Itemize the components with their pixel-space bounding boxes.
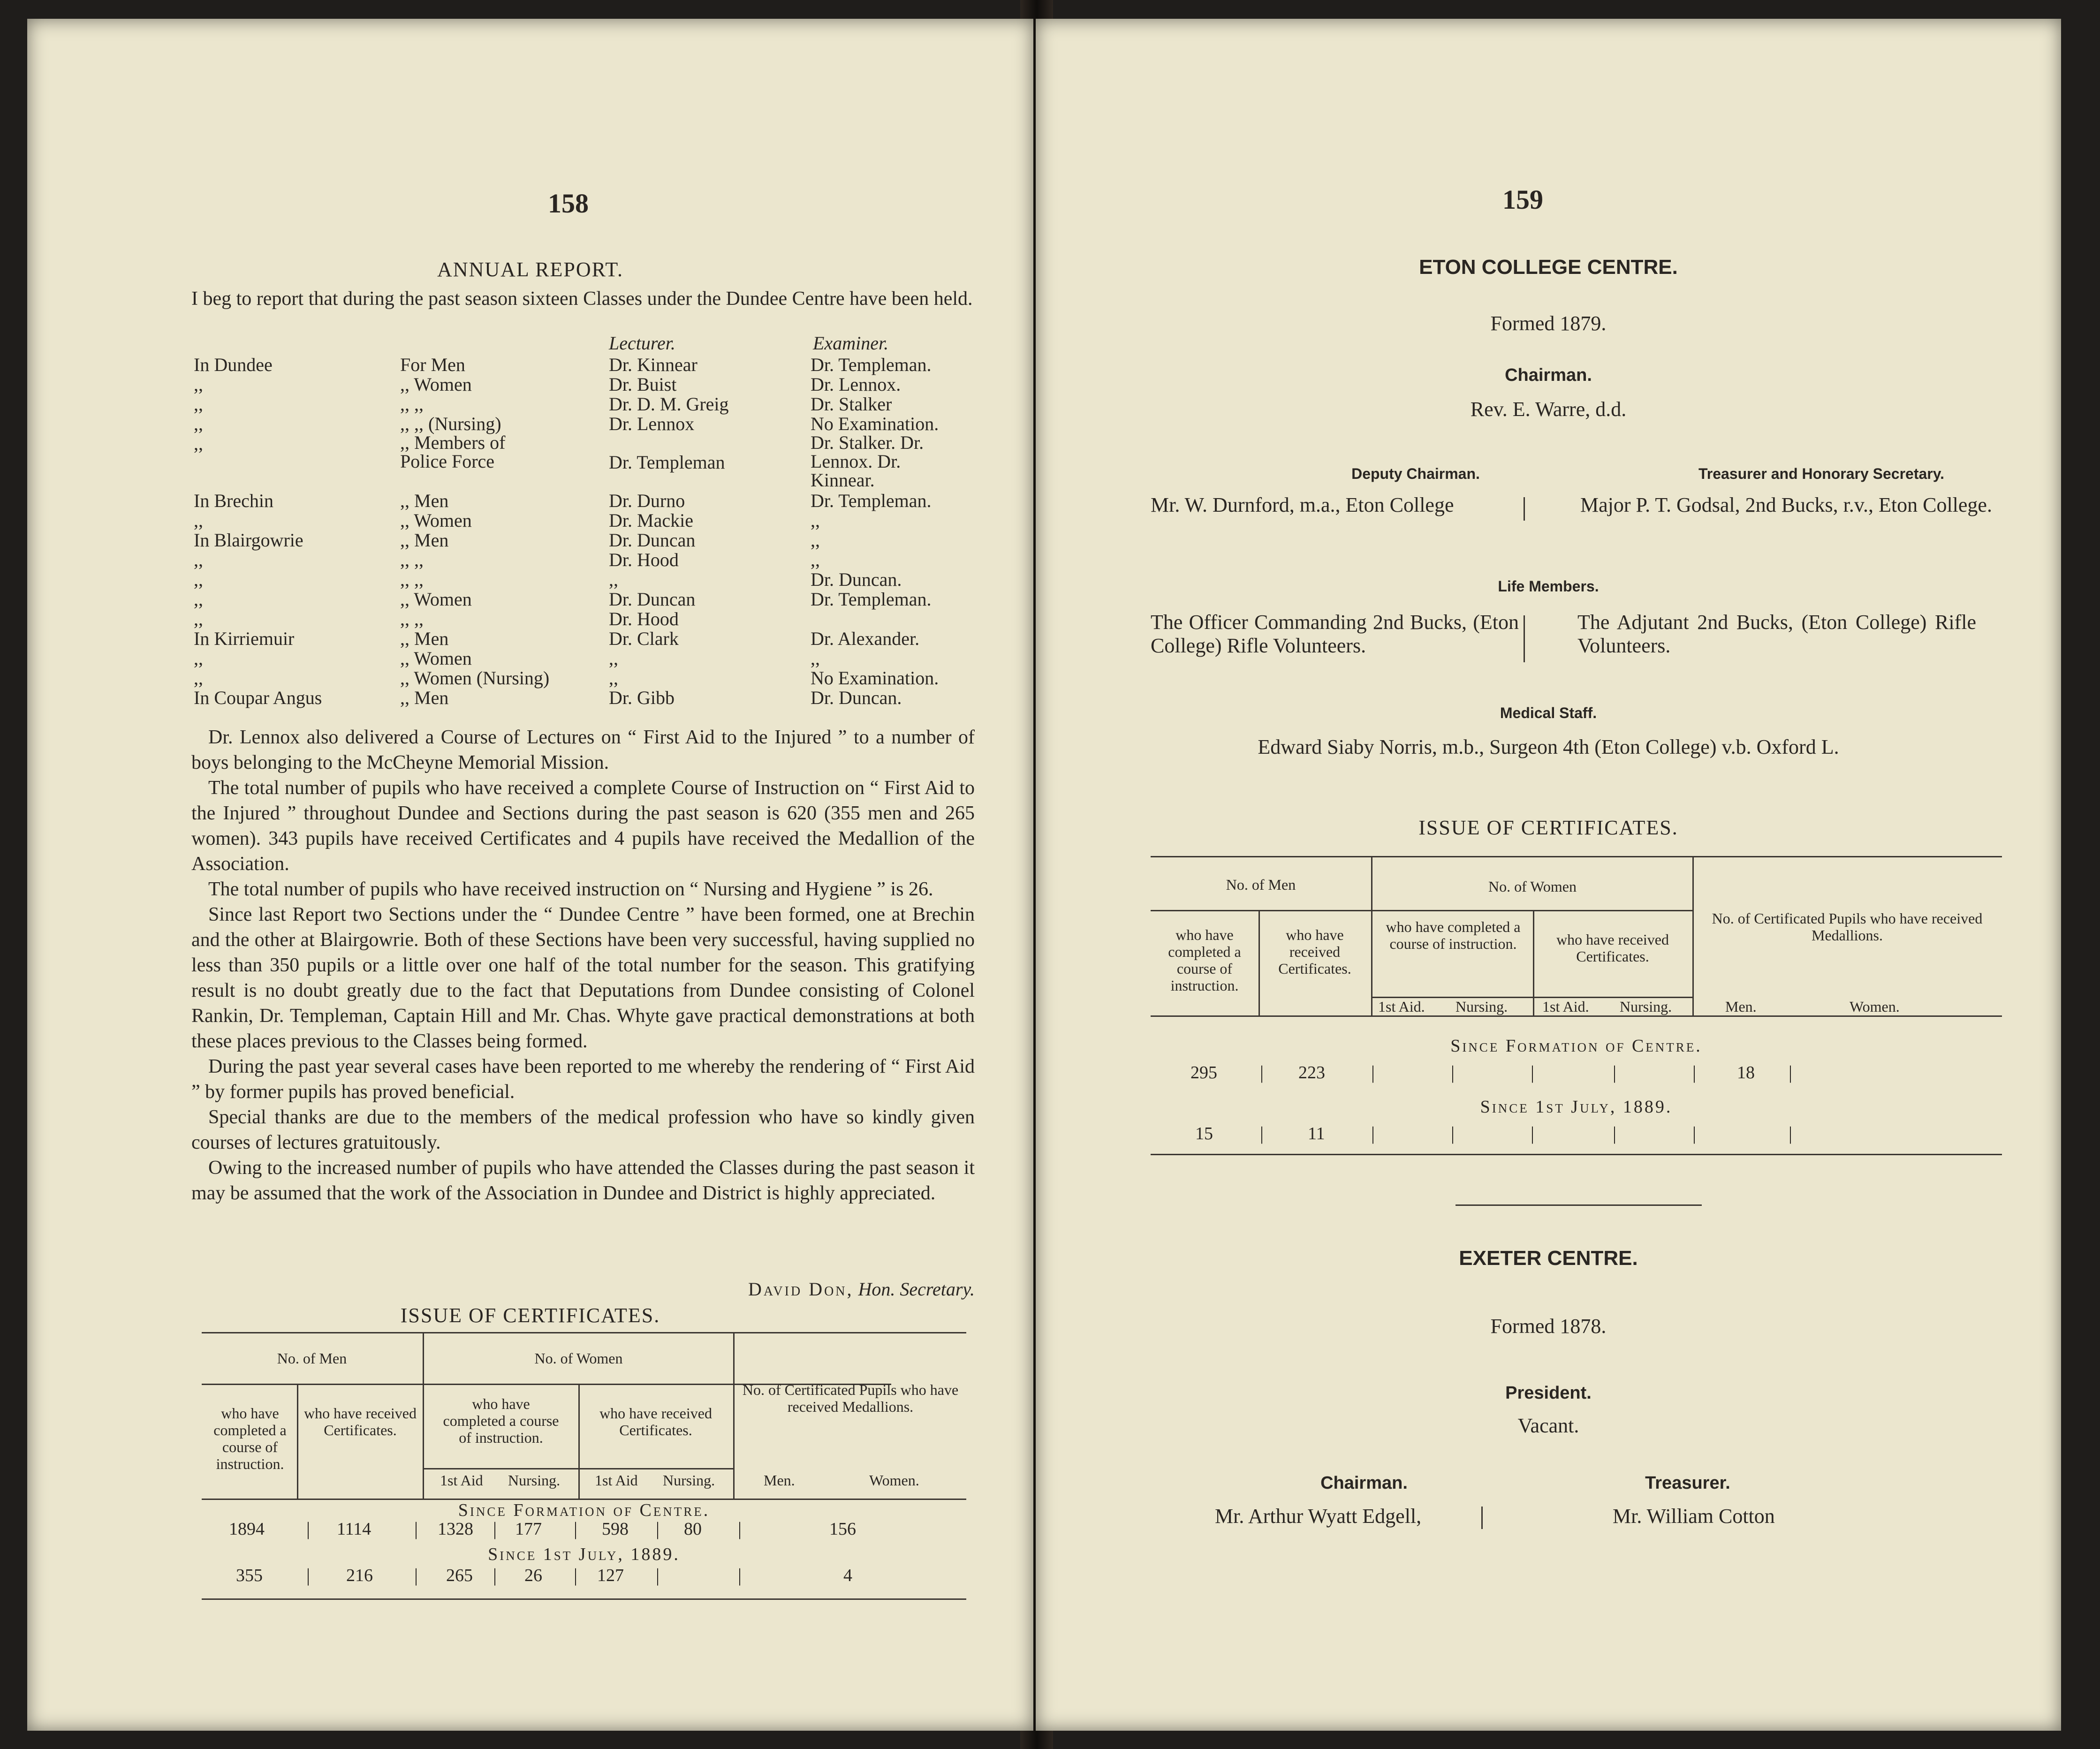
class-examiner: Dr. Stalker — [811, 394, 892, 415]
class-for: ,, Women — [400, 648, 472, 669]
class-for: ,, ,, — [400, 569, 424, 590]
exeter-chairman: Mr. Arthur Wyatt Edgell, — [1215, 1505, 1422, 1528]
class-examiner: Dr. Templeman. — [811, 490, 932, 511]
cell: 216 — [346, 1566, 373, 1585]
eton-treasurer: Major P. T. Godsal, 2nd Bucks, r.v., Eton College. — [1580, 493, 1992, 516]
header-medallions: No. of Certificated Pupils who have received Medallions. — [1712, 910, 1983, 944]
eton-chairman: Rev. E. Warre, d.d. — [1470, 398, 1627, 421]
cell: 1894 — [229, 1519, 265, 1539]
class-place: ,, — [194, 648, 203, 669]
class-lecturer: Dr. Duncan — [609, 530, 696, 551]
sub-first-aid: 1st Aid. — [1378, 998, 1425, 1015]
class-for: ,, ,, — [400, 549, 424, 570]
class-lecturer: Dr. Templeman — [609, 452, 725, 473]
class-examiner: ,, — [811, 530, 820, 551]
exeter-formed: Formed 1878. — [1490, 1315, 1607, 1338]
paragraph: During the past year several cases have been reported to me whereby the rendering of “ First Aid ” by former pupils has proved beneficial. — [191, 1056, 975, 1103]
section-since-formation: Since Formation of Centre. — [1450, 1036, 1702, 1056]
class-for: ,, Men — [400, 490, 449, 511]
cell: 355 — [236, 1566, 263, 1585]
signature — [748, 1278, 975, 1300]
sub-nursing: Nursing. — [508, 1472, 561, 1489]
examiner-heading: Examiner. — [813, 333, 889, 354]
cell: 265 — [446, 1566, 473, 1585]
exeter-treasurer-label: Treasurer. — [1645, 1473, 1730, 1493]
class-place: In Brechin — [194, 490, 273, 511]
page-number: 158 — [548, 188, 589, 219]
cell: 295 — [1190, 1063, 1217, 1083]
class-for: ,, ,, — [400, 394, 424, 415]
class-examiner: Dr. Alexander. — [811, 628, 920, 649]
class-lecturer: Dr. Gibb — [609, 687, 675, 708]
cell: 598 — [602, 1519, 629, 1539]
class-for: ,, Men — [400, 628, 449, 649]
sub-first-aid: 1st Aid — [440, 1472, 483, 1489]
cell: 177 — [515, 1519, 542, 1539]
class-for: ,, ,, — [400, 608, 424, 629]
class-lecturer: Dr. Hood — [609, 608, 679, 629]
right-page: 159 ETON COLLEGE CENTRE. Formed 1879. Chairman. Rev. E. Warre, d.d. Deputy Chairman. Treasurer and Honorary Secretary. Mr. W. Durnford, m.a., Eton College Major P. T. Godsal, 2nd Bucks, r.v., Eton College. Life Members. The Officer Commanding 2nd Bucks, (Eton College) Rifle Volunteers. The Adjutant 2nd Bucks, (Eton College) Rifle Volunteers. Medical Staff. Edward Siaby Norris, m.b., Surgeon 4th (Eton College) v.b. Oxford L. ISSUE OF CERTIFICATES. No. of Men No. of Women No. of Certificated Pupils who have received Medallions. who have completed a course of instruction. who have received Certificates. who have completed a course of instruction. who have received Certificates. 1st Aid. Nursing. 1st Aid. Nursing. Men. Women. Since Formation of Centre. 295 | 223 | | | | | 18 | Since 1st July, 1889. 15 | 11 | | | | | | EXETER CENTRE. Formed 1878. President. Vacant. Chairman. Treasurer. Mr. Arthur Wyatt Edgell, Mr. William Cotton — [1036, 19, 2061, 1731]
class-place: ,, — [194, 667, 203, 689]
class-lecturer: Dr. Kinnear — [609, 354, 697, 375]
header-medallions: No. of Certificated Pupils who have received Medallions. — [742, 1381, 959, 1415]
report-body — [191, 725, 975, 1206]
report-title: ANNUAL REPORT. — [437, 258, 623, 281]
class-examiner: Dr. Stalker. Dr. Lennox. Dr. Kinnear. — [811, 432, 924, 491]
eton-life-label: Life Members. — [1498, 578, 1599, 595]
class-examiner: ,, — [811, 510, 820, 531]
header-completed-men: who have completed a course of instruction. — [213, 1405, 287, 1472]
cell: 1114 — [337, 1519, 371, 1539]
class-place: ,, — [194, 589, 203, 610]
paragraph: The total number of pupils who have received instruction on “ Nursing and Hygiene ” is 26. — [208, 878, 933, 900]
sub-men: Men. — [1725, 998, 1757, 1015]
eton-deputy: Mr. W. Durnford, m.a., Eton College — [1151, 493, 1454, 516]
certificates-title: ISSUE OF CERTIFICATES. — [400, 1304, 660, 1327]
class-place: ,, — [194, 569, 203, 590]
eton-formed: Formed 1879. — [1490, 312, 1607, 335]
cell: 223 — [1298, 1063, 1325, 1083]
class-for: For Men — [400, 354, 465, 375]
paragraph: Owing to the increased number of pupils who have attended the Classes during the past season it may be assumed that the work of the Association in Dundee and District is highly appreciated. — [191, 1157, 975, 1204]
header-received-women: who have received Certificates. — [1556, 931, 1669, 965]
class-place: In Coupar Angus — [194, 687, 322, 708]
class-lecturer: ,, — [609, 569, 618, 590]
report-intro: I beg to report that during the past season sixteen Classes under the Dundee Centre have been held. — [191, 288, 973, 310]
class-for: ,, Members of Police Force — [400, 432, 506, 472]
page-number: 159 — [1502, 184, 1543, 215]
class-examiner: ,, — [811, 648, 820, 669]
class-lecturer: Dr. Mackie — [609, 510, 693, 531]
class-lecturer: ,, — [609, 648, 618, 669]
class-for: ,, ,, (Nursing) — [400, 413, 501, 434]
sub-women: Women. — [869, 1472, 919, 1489]
cell: 1328 — [438, 1519, 473, 1539]
sub-nursing: Nursing. — [663, 1472, 715, 1489]
eton-life-member: The Adjutant 2nd Bucks, (Eton College) Rifle Volunteers. — [1577, 611, 1976, 657]
header-completed-men: who have completed a course of instruction. — [1168, 926, 1241, 994]
class-place: ,, — [194, 608, 203, 629]
divider — [1456, 1204, 1702, 1206]
eton-chairman-label: Chairman. — [1505, 365, 1592, 385]
class-examiner: Dr. Duncan. — [811, 569, 902, 590]
signature-role: Hon. Secretary. — [858, 1279, 975, 1300]
eton-title: ETON COLLEGE CENTRE. — [1419, 256, 1678, 279]
exeter-president: Vacant. — [1517, 1414, 1579, 1437]
class-place: In Dundee — [194, 354, 273, 375]
certificates-title: ISSUE OF CERTIFICATES. — [1418, 816, 1678, 839]
class-lecturer: ,, — [609, 667, 618, 689]
sub-first-aid: 1st Aid. — [1542, 998, 1589, 1015]
section-since-july: Since 1st July, 1889. — [488, 1545, 680, 1564]
class-place: ,, — [194, 433, 203, 454]
exeter-treasurer: Mr. William Cotton — [1613, 1505, 1775, 1528]
class-examiner: ,, — [811, 549, 820, 570]
cell: 127 — [597, 1566, 624, 1585]
header-completed-women: who have completed a course of instruction. — [1386, 918, 1521, 952]
cell: 15 — [1195, 1124, 1213, 1143]
class-lecturer: Dr. D. M. Greig — [609, 394, 729, 415]
class-place: ,, — [194, 374, 203, 395]
sub-first-aid: 1st Aid — [595, 1472, 638, 1489]
class-place: In Blairgowrie — [194, 530, 303, 551]
lecturer-heading: Lecturer. — [609, 333, 675, 354]
exeter-president-label: President. — [1505, 1383, 1592, 1403]
eton-deputy-label: Deputy Chairman. — [1351, 465, 1480, 482]
class-for: ,, Women — [400, 589, 472, 610]
class-for: ,, Men — [400, 530, 449, 551]
sub-women: Women. — [1850, 998, 1900, 1015]
class-for: ,, Men — [400, 687, 449, 708]
class-lecturer: Dr. Buist — [609, 374, 677, 395]
class-examiner: Dr. Lennox. — [811, 374, 901, 395]
class-examiner: Dr. Templeman. — [811, 589, 932, 610]
cell: 4 — [843, 1566, 852, 1585]
class-place: ,, — [194, 394, 203, 415]
header-received-men: who have received Certificates. — [304, 1405, 417, 1439]
eton-medical-label: Medical Staff. — [1500, 704, 1597, 721]
eton-treasurer-label: Treasurer and Honorary Secretary. — [1698, 465, 1945, 482]
sub-men: Men. — [764, 1472, 795, 1489]
header-men: No. of Men — [277, 1350, 347, 1367]
class-place: ,, — [194, 510, 203, 531]
exeter-title: EXETER CENTRE. — [1459, 1247, 1638, 1270]
header-women: No. of Women — [534, 1350, 623, 1367]
cell: 80 — [684, 1519, 702, 1539]
eton-medical: Edward Siaby Norris, m.b., Surgeon 4th (Eton College) v.b. Oxford L. — [1258, 735, 1839, 758]
class-for: ,, Women — [400, 510, 472, 531]
class-lecturer: Dr. Lennox — [609, 413, 695, 434]
header-completed-women: who have completed a course of instruction. — [443, 1395, 559, 1446]
class-for: ,, Women — [400, 374, 472, 395]
paragraph: Since last Report two Sections under the “ Dundee Centre ” have been formed, one at Brechin and the other at Blairgowrie. Both of these Sections have been very successful, having supplied no less than 350 pupils or a little over one half of the total number for the season. This gratifying result is no doubt greatly due to the fact that Deputations from Dundee consisting of Colonel Rankin, Dr. Templeman, Captain Hill and Mr. Chas. Whyte gave practical demonstrations at both these places previous to the Classes being formed. — [191, 904, 975, 1052]
sub-nursing: Nursing. — [1620, 998, 1672, 1015]
header-men: No. of Men — [1226, 876, 1296, 893]
paragraph: Dr. Lennox also delivered a Course of Lectures on “ First Aid to the Injured ” to a number of boys belonging to the McCheyne Memorial Mission. — [191, 727, 975, 773]
class-examiner: No Examination. — [811, 667, 939, 689]
class-place: ,, — [194, 549, 203, 570]
cell: 156 — [829, 1519, 856, 1539]
exeter-chairman-label: Chairman. — [1320, 1473, 1408, 1493]
eton-life-member: The Officer Commanding 2nd Bucks, (Eton College) Rifle Volunteers. — [1151, 611, 1519, 657]
header-received-men: who have received Certificates. — [1278, 926, 1351, 977]
cell: 11 — [1308, 1124, 1325, 1143]
section-since-july: Since 1st July, 1889. — [1480, 1097, 1673, 1117]
class-lecturer: Dr. Clark — [609, 628, 679, 649]
class-place: In Kirriemuir — [194, 628, 295, 649]
sub-nursing: Nursing. — [1456, 998, 1508, 1015]
class-place: ,, — [194, 413, 203, 434]
cell: 18 — [1737, 1063, 1755, 1083]
header-women: No. of Women — [1488, 878, 1577, 895]
cell: 26 — [524, 1566, 542, 1585]
class-lecturer: Dr. Durno — [609, 490, 685, 511]
left-page: 158 ANNUAL REPORT. I beg to report that during the past season sixteen Classes under the Dundee Centre have been held. Lecturer. Examiner. In Dundee For Men Dr. Kinnear Dr. Templeman. ,, ,, Women Dr. Buist Dr. Lennox. ,, ,, ,, Dr. D. M. Greig Dr. Stalker ,, ,, ,, (Nursing) Dr. Lennox No Examination. ,, ,, Members of Police Force Dr. Templeman Dr. Stalker. Dr. Lennox. Dr. Kinnear. In Brechin ,, Men Dr. Durno Dr. Templeman. ,, ,, Women Dr. Mackie ,, In Blairgowrie ,, Men Dr. Duncan ,, ,, ,, ,, Dr. Hood ,, ,, ,, ,, ,, Dr. Duncan. ,, ,, Women Dr. Duncan Dr. Templeman. ,, ,, ,, Dr. Hood In Kirriemuir ,, Men Dr. Clark Dr. Alexander. ,, ,, Women ,, ,, ,, ,, Women (Nursing) ,, No Examination. In Coupar Angus ,, Men Dr. Gibb Dr. Duncan. Dr. Lennox also delivered a Course of Lectures on “ First Aid to the Injured ” to a number of boys belonging to the McCheyne Memorial Mission. The total number of pupils who have received a complete Course of Instruction on “ First Aid to the Injured ” throughout Dundee and Sections during the past season is 620 (355 men and 265 women). 343 pupils have received Certificates and 4 pupils have received the Medallion of the Association. The total number of pupils who have received instruction on “ Nursing and Hygiene ” is 26. Since last Report two Sections under the “ Dundee Centre ” have been formed, one at Brechin and the other at Blairgowrie. Both of these Sections have been very successful, having supplied no less than 350 pupils or a little over one half of the total number for the season. This gratifying result is no doubt greatly due to the fact that Deputations from Dundee consisting of Colonel Rankin, Dr. Templeman, Captain Hill and Mr. Chas. Whyte gave practical demonstrations at both these places previous to the Classes being formed. During the past year several cases have been reported to me whereby the rendering of “ First Aid ” by former pupils has proved beneficial. Special thanks are due to the members of the medical profession who have so kindly given courses of lectures gratuitously. Owing to the increased number of pupils who have attended the Classes during the past season it may be assumed that the work of the Association in Dundee and District is highly appreciated. David Don, Hon. Secretary. ISSUE OF CERTIFICATES. No. of Men No. of Women No. of Certificated Pupils who have received Medallions. who have completed a course of instruction. who have received Certificates. who have completed a course of instruction. who have received Certificates. 1st Aid Nursing. 1st Aid Nursing. Men. Women. Since Formation of Centre. 1894 | 1114 | 1328 | 177 | 598 | 80 | 156 Since 1st July, 1889. 355 | 216 | 265 | 26 | 127 | | 4 — [27, 19, 1033, 1731]
class-lecturer: Dr. Duncan — [609, 589, 696, 610]
class-examiner: Dr. Templeman. — [811, 354, 932, 375]
paragraph: Special thanks are due to the members of the medical profession who have so kindly given courses of lectures gratuitously. — [191, 1106, 975, 1153]
header-received-women: who have received Certificates. — [599, 1405, 712, 1439]
class-for: ,, Women (Nursing) — [400, 667, 550, 689]
section-since-formation: Since Formation of Centre. — [458, 1500, 710, 1520]
class-examiner: Dr. Duncan. — [811, 687, 902, 708]
signature-name: David Don, — [748, 1279, 854, 1300]
paragraph: The total number of pupils who have received a complete Course of Instruction on “ First Aid to the Injured ” throughout Dundee and Sections during the past season is 620 (355 men and 265 women). 343 pupils have received Certificates and 4 pupils have received the Medallion of the Association. — [191, 777, 975, 875]
class-examiner: No Examination. — [811, 413, 939, 434]
class-lecturer: Dr. Hood — [609, 549, 679, 570]
